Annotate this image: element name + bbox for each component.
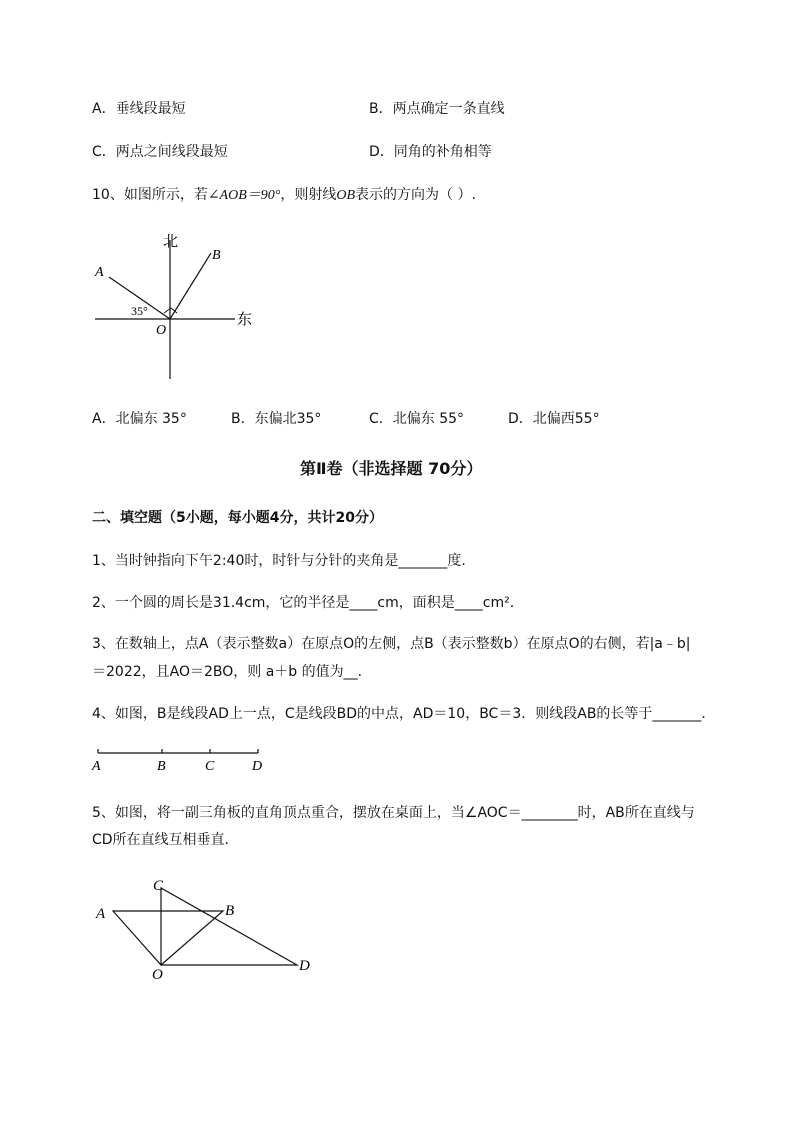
q9-option-b: B．两点确定一条直线 [369,101,505,117]
fill-q4: 4、如图，B是线段AD上一点，C是线段BD的中点，AD＝10，BC＝3．则线段AB的长等于_______. [92,706,706,722]
q9-option-a: A．垂线段最短 [92,101,186,117]
fill-q1: 1、当时钟指向下午2:40时，时针与分针的夹角是_______度. [92,553,466,569]
q10-suffix: 表示的方向为（ ）. [355,187,476,203]
label-o: O [156,323,167,338]
fill-q3-line1: 3、在数轴上，点A（表示整数a）在原点O的左侧，点B（表示整数b）在原点O的右侧，若|a﹣b| [92,636,691,652]
q10-option-d: D．北偏西55° [508,411,600,427]
q4-label-b: B [157,759,166,774]
fill-q5-line1: 5、如图，将一副三角板的直角顶点重合，摆放在桌面上，当∠AOC＝________时，AB所在直线与 [92,805,695,821]
section-title: 第Ⅱ卷（非选择题 70分） [300,459,483,478]
q10-prefix: 10、如图所示，若 [92,187,208,203]
q4-label-a: A [92,759,101,774]
label-b: B [212,248,221,263]
fill-q5-line2: CD所在直线互相垂直． [92,832,239,848]
q10-option-a: A．北偏东 35° [92,411,187,427]
q10-figure [85,225,265,385]
q10-angle-expr: ∠AOB＝90° [207,188,281,203]
q5-figure [88,870,328,990]
q4-label-d: D [252,759,263,774]
q10-option-c: C．北偏东 55° [369,411,465,427]
ray-ob [170,253,211,319]
q5-label-c: C [153,878,164,894]
label-a: A [95,265,104,280]
q5-label-b: B [225,903,235,919]
east-label: 东 [237,310,253,328]
q5-label-a: A [96,906,106,922]
q9-option-c: C．两点之间线段最短 [92,144,228,160]
q10-option-b: B．东偏北35° [231,411,322,427]
q10-middle: ，则射线 [280,187,337,203]
fill-q3-line2: ＝2022，且AO＝2BO，则 a＋b 的值为__. [92,664,363,680]
fill-q2: 2、一个圆的周长是31.4cm，它的半径是____cm，面积是____cm². [92,595,515,611]
triangle-aob [113,911,223,965]
q9-option-d: D．同角的补角相等 [369,144,492,160]
triangle-cod [161,888,297,965]
q4-figure [88,740,273,776]
q10-stem [92,184,476,204]
fill-header: 二、填空题（5小题，每小题4分，共计20分） [92,510,383,526]
q5-label-o: O [152,967,163,983]
north-label: 北 [163,232,179,250]
q10-ray: OB [336,188,356,203]
angle-label: 35° [131,304,148,318]
q5-label-d: D [299,958,310,974]
q4-label-c: C [205,759,215,774]
